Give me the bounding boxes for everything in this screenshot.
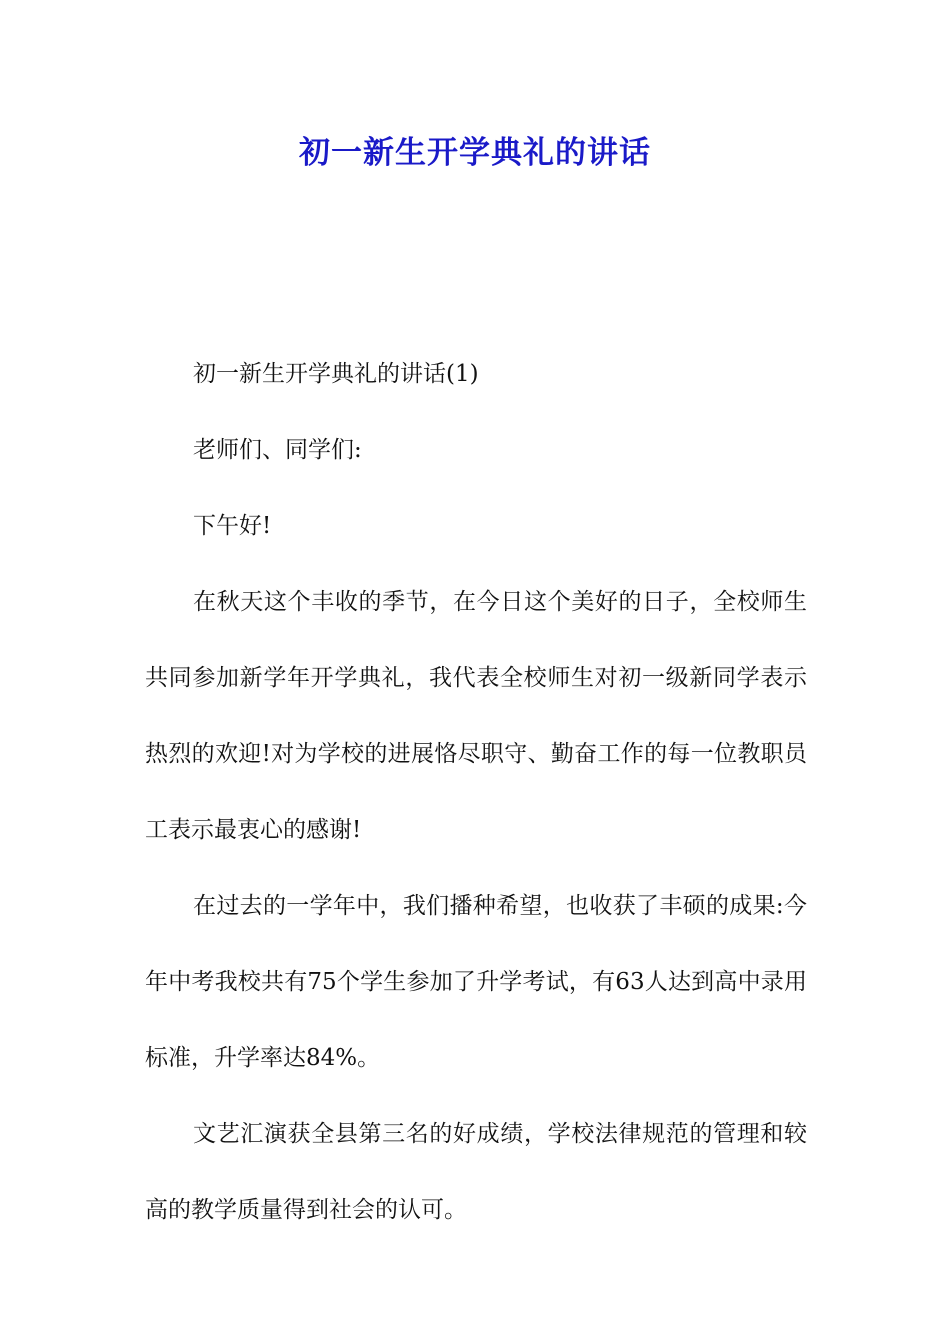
paragraph-welcome: 在秋天这个丰收的季节，在今日这个美好的日子，全校师生共同参加新学年开学典礼，我代表全校师生对初一级新同学表示热烈的欢迎!对为学校的进展恪尽职守、勤奋工作的每一位教职员工表示最衷心的感谢! [145, 589, 807, 843]
document-body [145, 336, 807, 1248]
paragraph-salutation: 老师们、同学们: [193, 437, 362, 463]
paragraph-recognition: 文艺汇演获全县第三名的好成绩，学校法律规范的管理和较高的教学质量得到社会的认可。 [145, 1121, 807, 1223]
paragraph-greeting: 下午好! [193, 513, 272, 539]
paragraph-heading: 初一新生开学典礼的讲话(1) [193, 361, 479, 387]
paragraph-achievements: 在过去的一学年中，我们播种希望，也收获了丰硕的成果:今年中考我校共有75个学生参加了升学考试，有63人达到高中录用标准，升学率达84%。 [145, 893, 807, 1071]
document-title: 初一新生开学典礼的讲话 [299, 135, 651, 171]
